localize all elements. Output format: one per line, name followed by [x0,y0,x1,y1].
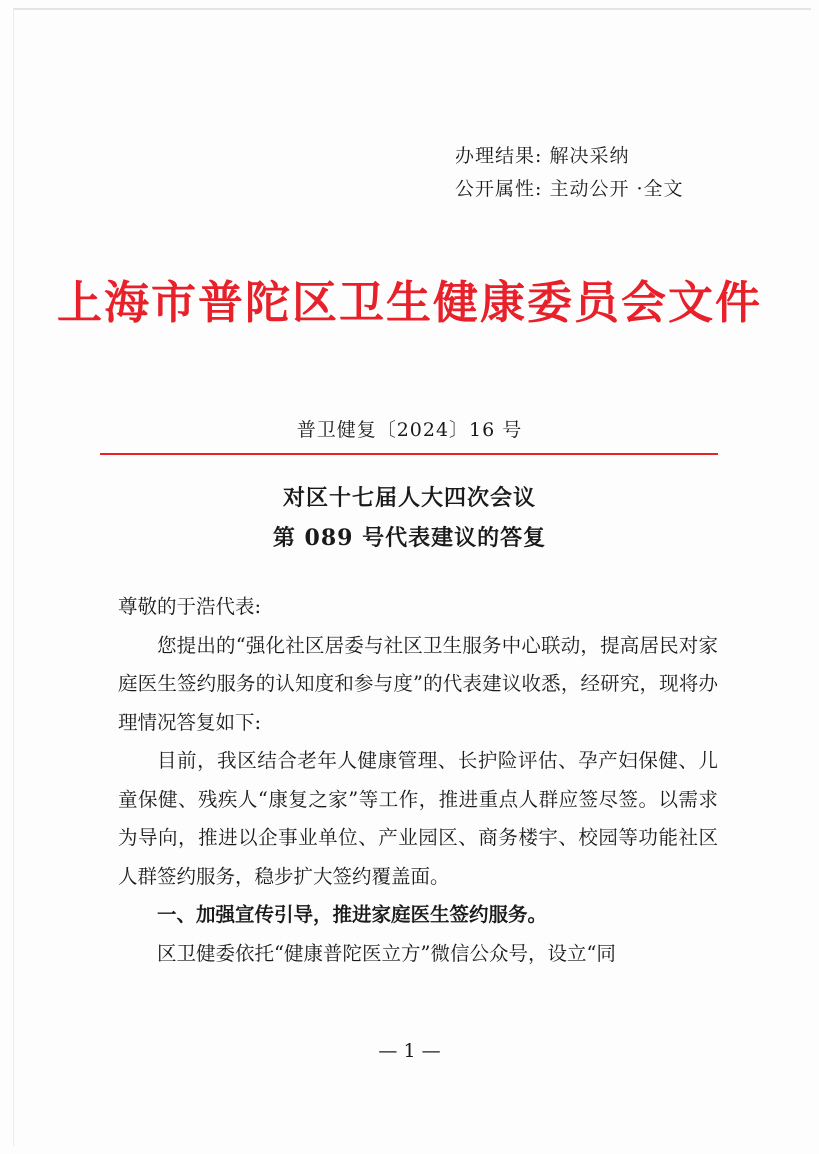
document-title [0,478,819,558]
paragraph-2: 目前，我区结合老年人健康管理、长护险评估、孕产妇保健、儿童保健、残疾人“康复之家”等工作，推进重点人群应签尽签。以需求为导向，推进以企事业单位、产业园区、商务楼宇、校园等功能社区人群签约服务，稳步扩大签约覆盖面。 [118,749,718,888]
handling-result-label: 办理结果: [455,145,543,167]
handling-result-value: 解决采纳 [549,145,630,167]
disclosure-attribute-value: 主动公开 ·全文 [549,178,684,200]
disclosure-attribute-row [455,173,684,206]
disclosure-attribute-label: 公开属性: [455,178,543,200]
paragraph-1: 您提出的“强化社区居委与社区卫生服务中心联动，提高居民对家庭医生签约服务的认知度和参与度”的代表建议收悉，经研究，现将办理情况答复如下: [118,633,718,734]
title-line-1: 对区十七届人大四次会议 [282,485,536,511]
section-heading-1: 一、加强宣传引导，推进家庭医生签约服务。 [157,903,548,926]
document-body [118,588,718,973]
title-line-2: 第 089 号代表建议的答复 [272,525,547,551]
scan-edge-left [13,8,14,1146]
red-divider [100,453,718,455]
document-number: 普卫健复〔2024〕16 号 [296,419,523,441]
page-number: — 1 — [378,1040,441,1062]
handling-result-row [455,140,684,173]
scan-edge-top [14,8,811,10]
agency-letterhead: 上海市普陀区卫生健康委员会文件 [56,276,762,329]
paragraph-3: 区卫健委依托“健康普陀医立方”微信公众号，设立“同 [157,941,616,965]
disclosure-meta [455,140,684,206]
salutation: 尊敬的于浩代表: [118,595,262,618]
